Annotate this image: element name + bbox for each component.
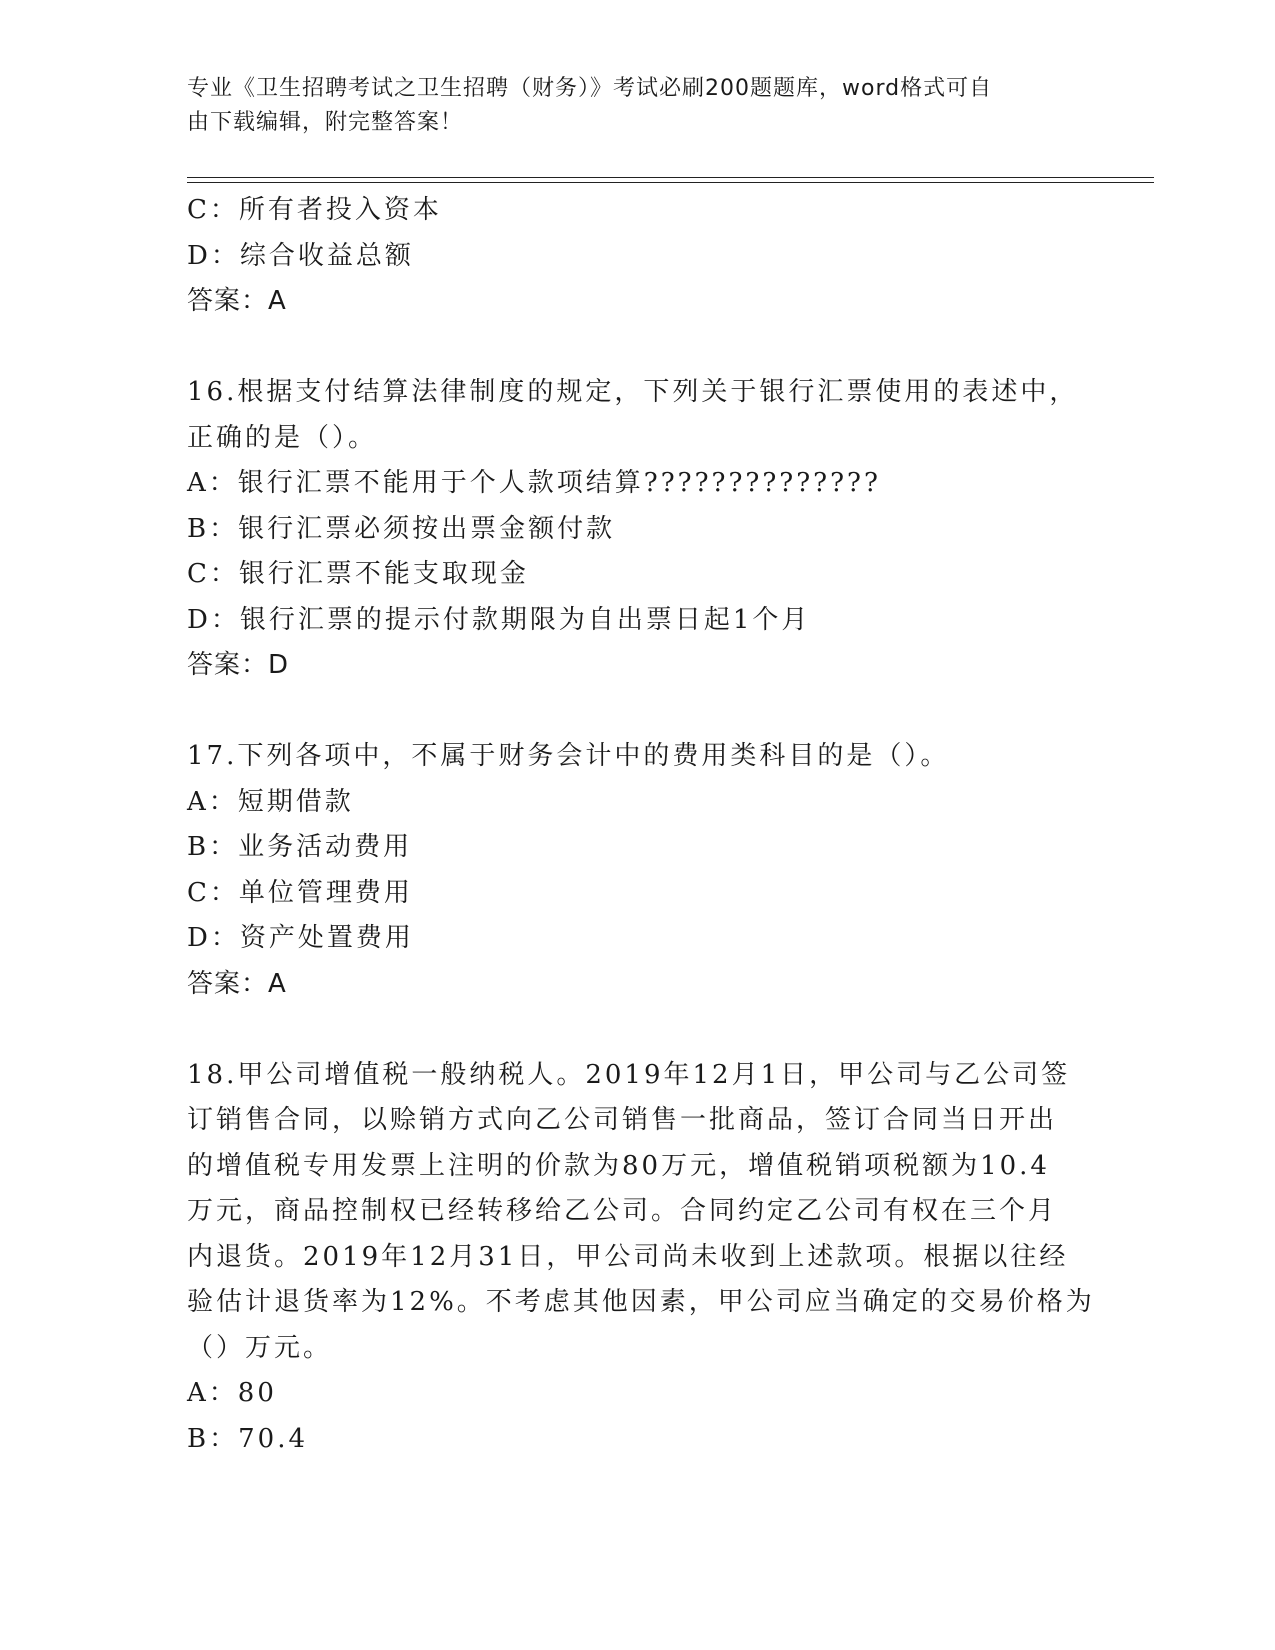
spacer (187, 689, 1087, 735)
option-d: D：银行汇票的提示付款期限为自出票日起1个月 (187, 604, 811, 635)
option-d: D：综合收益总额 (187, 240, 414, 271)
option-c: C：单位管理费用 (187, 877, 413, 908)
option-a: A：短期借款 (187, 786, 354, 817)
spacer (187, 325, 1087, 371)
question-stem-line: 内退货。2019年12月31日，甲公司尚未收到上述款项。根据以往经 (187, 1241, 1069, 1272)
header-title-line-2: 由下载编辑，附完整答案！ (187, 110, 464, 135)
header-rule-bottom (187, 182, 1154, 183)
answer-line: 答案：A (187, 286, 287, 316)
question-stem-line: 17.下列各项中，不属于财务会计中的费用类科目的是（）。 (187, 741, 950, 771)
question-stem-line: 订销售合同，以赊销方式向乙公司销售一批商品，签订合同当日开出 (187, 1105, 1058, 1135)
page-header (187, 72, 1067, 140)
question-16 (187, 370, 1087, 689)
option-a: A：80 (187, 1378, 277, 1408)
question-stem-line: 万元，商品控制权已经转移给乙公司。合同约定乙公司有权在三个月 (187, 1196, 1058, 1226)
option-d: D：资产处置费用 (187, 923, 414, 953)
option-a: A：银行汇票不能用于个人款项结算?????????????? (187, 468, 881, 498)
prev-question-block (187, 188, 1087, 325)
question-stem-line: 18.甲公司增值税一般纳税人。2019年12月1日，甲公司与乙公司签 (187, 1059, 1071, 1090)
option-c: C：银行汇票不能支取现金 (187, 559, 529, 589)
answer-line: 答案：A (187, 968, 287, 999)
question-stem-line: 的增值税专用发票上注明的价款为80万元，增值税销项税额为10.4 (187, 1150, 1050, 1181)
question-stem-line: 16.根据支付结算法律制度的规定，下列关于银行汇票使用的表述中， (187, 377, 1079, 407)
option-b: B：业务活动费用 (187, 832, 413, 862)
answer-line: 答案：D (187, 650, 290, 680)
question-stem-line: （）万元。 (187, 1332, 333, 1363)
question-stem-line: 验估计退货率为12%。不考虑其他因素，甲公司应当确定的交易价格为 (187, 1287, 1095, 1317)
spacer (187, 1007, 1087, 1053)
option-b: B：银行汇票必须按出票金额付款 (187, 513, 616, 544)
question-stem-line: 正确的是（）。 (187, 422, 378, 453)
question-18 (187, 1053, 1095, 1463)
option-b: B：70.4 (187, 1423, 308, 1454)
header-rule-top (187, 177, 1154, 178)
option-c: C：所有者投入资本 (187, 195, 442, 225)
document-body (187, 188, 1095, 1462)
question-17 (187, 734, 1087, 1007)
header-title-line-1: 专业《卫生招聘考试之卫生招聘（财务）》考试必刷200题题库，word格式可自 (187, 76, 993, 101)
